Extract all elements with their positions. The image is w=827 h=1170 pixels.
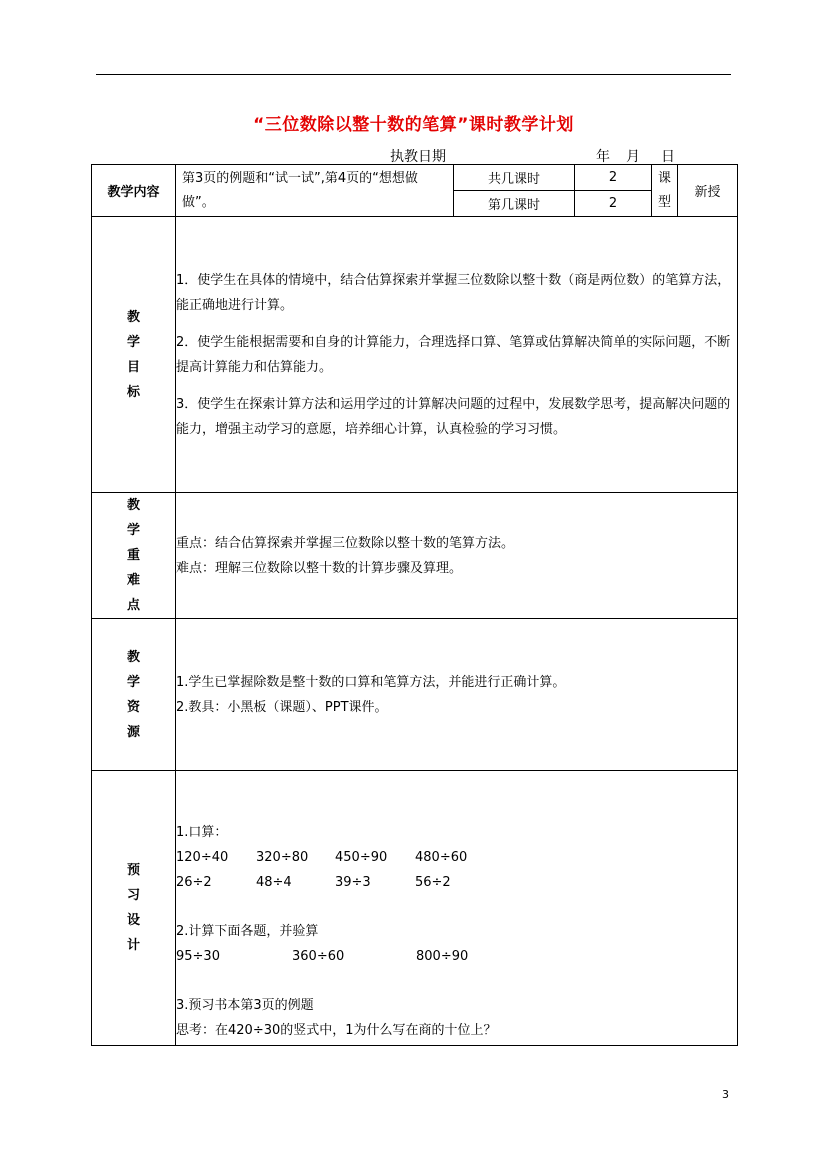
goal-item: 3．使学生在探索计算方法和运用学过的计算解决问题的过程中，发展数学思考，提高解决问题的能力，增强主动学习的意愿，培养细心计算，认真检验的学习习惯。 <box>176 396 731 437</box>
goal-item: 2．使学生能根据需要和自身的计算能力，合理选择口算、笔算或估算解决简单的实际问题，不断提高计算能力和估算能力。 <box>176 334 731 375</box>
exercise: 48÷4 <box>256 875 292 890</box>
preview-label: 预 习 设 计 <box>92 771 176 1046</box>
lesson-type-label-2: 型 <box>657 194 671 210</box>
keypoints-label: 教 学 重 难 点 <box>92 493 176 619</box>
goals-content <box>176 217 738 493</box>
resources-row <box>92 619 738 771</box>
total-periods-value: 2 <box>575 165 652 191</box>
date-month: 月 <box>626 149 640 165</box>
exercise: 120÷40 <box>176 850 229 865</box>
teaching-content-label: 教学内容 <box>92 165 176 217</box>
page-title: “三位数除以整十数的笔算”课时教学计划 <box>253 115 574 135</box>
header-rule <box>96 74 731 75</box>
goal-item: 1．使学生在具体的情境中，结合估算探索并掌握三位数除以整十数（商是两位数）的笔算方法，能正确地进行计算。 <box>176 272 731 313</box>
lesson-type-label <box>652 165 678 217</box>
exercise: 450÷90 <box>335 850 388 865</box>
exercise: 26÷2 <box>176 875 212 890</box>
spacer <box>176 895 737 919</box>
keypoints-row <box>92 493 738 619</box>
exercise: 800÷90 <box>416 949 469 964</box>
exercise: 320÷80 <box>256 850 309 865</box>
preview-section-title: 3.预习书本第3页的例题 <box>176 998 314 1013</box>
lesson-plan-table <box>91 164 738 1046</box>
current-period-value: 2 <box>575 191 652 217</box>
exercise: 360÷60 <box>292 949 345 964</box>
exercise: 95÷30 <box>176 949 220 964</box>
resource-item: 2.教具：小黑板（课题）、PPT课件。 <box>176 699 388 715</box>
exercise: 56÷2 <box>415 875 451 890</box>
total-periods-label: 共几课时 <box>454 165 575 191</box>
difficult-point: 难点：理解三位数除以整十数的计算步骤及算理。 <box>176 560 463 576</box>
lesson-type-label-1: 课 <box>657 170 671 186</box>
mental-math-row <box>176 845 737 870</box>
date-year: 年 <box>596 149 610 165</box>
spacer <box>176 969 737 993</box>
preview-row <box>92 771 738 1046</box>
date-day: 日 <box>661 149 675 165</box>
page-number: 3 <box>722 1088 729 1101</box>
date-label: 执教日期 <box>390 149 446 165</box>
keypoints-content <box>176 493 738 619</box>
current-period-label: 第几课时 <box>454 191 575 217</box>
teaching-content-text: 第3页的例题和“试一试”,第4页的“想想做做”。 <box>176 165 454 217</box>
preview-content <box>176 771 738 1046</box>
resource-item: 1.学生已掌握除数是整十数的口算和笔算方法，并能进行正确计算。 <box>176 674 566 690</box>
exercise: 480÷60 <box>415 850 468 865</box>
preview-section-title: 1.口算： <box>176 825 228 840</box>
goals-label: 教 学 目 标 <box>92 217 176 493</box>
goals-row <box>92 217 738 493</box>
think-question: 思考：在420÷30的竖式中，1为什么写在商的十位上？ <box>176 1023 497 1038</box>
calc-row <box>176 944 737 969</box>
resources-content <box>176 619 738 771</box>
mental-math-row <box>176 870 737 895</box>
preview-section-title: 2.计算下面各题，并验算 <box>176 924 319 939</box>
key-point: 重点：结合估算探索并掌握三位数除以整十数的笔算方法。 <box>176 535 515 551</box>
lesson-type-value: 新授 <box>678 165 738 217</box>
resources-label: 教 学 资 源 <box>92 619 176 771</box>
content-row-top <box>92 165 738 191</box>
exercise: 39÷3 <box>335 875 371 890</box>
